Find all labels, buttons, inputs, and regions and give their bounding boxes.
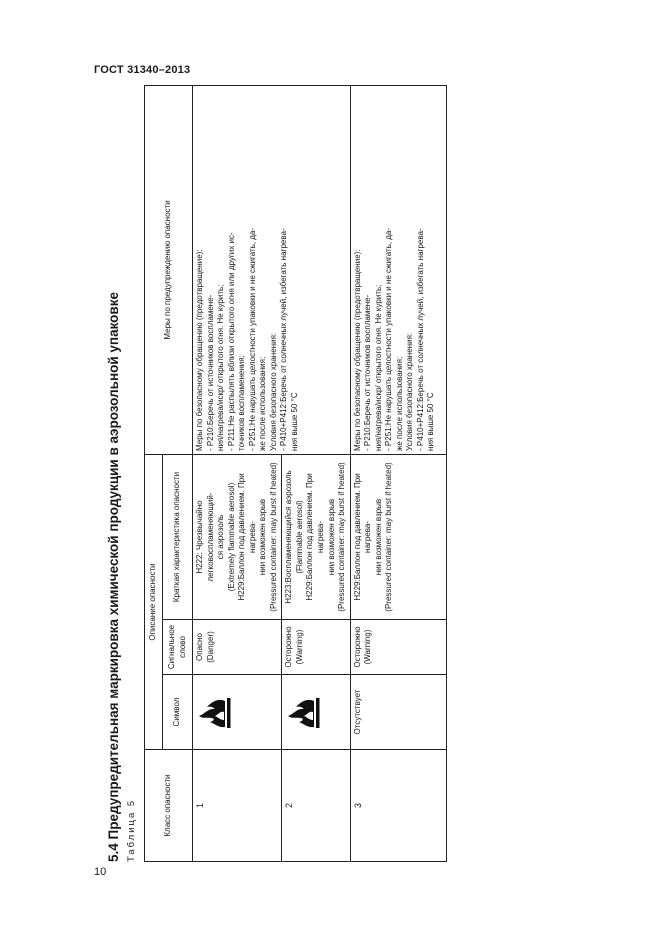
- precaution-measures-cell: Меры по безопасному обращению (предотвращение): - P210:Беречь от источников воспламене- ния/нагрева/искр/ открытого огня. Не курить; - P211:Не распылять вблизи открытого огня или других ис- точников воспламенения; - P251:Не нарушать целостности упаковки и не сжигать, да- же после использования; Условия безопасного хранения: - P410+P412:Беречь от солнечных лучей, избегать нагрева- ния выше 50 °C: [193, 85, 351, 454]
- hazard-table: [144, 85, 447, 862]
- symbol-cell: [193, 675, 282, 750]
- symbol-cell: Отсутствует: [350, 675, 446, 750]
- header-precaution-measures: Меры по предупреждению опасности: [145, 85, 193, 454]
- table-row: [350, 85, 446, 861]
- symbol-cell: [282, 675, 350, 750]
- signal-word-cell: Осторожно (Warning): [350, 620, 446, 675]
- flame-icon: [284, 692, 324, 732]
- hazard-statement-cell: H229:Баллон под давлением. При нагрева- нии возможен взрыв (Pressured container: may burst if heated): [350, 454, 446, 619]
- hazard-class-cell: 1: [193, 750, 282, 862]
- hazard-statement-cell: H222: Чрезвычайно легковоспламеняющий- ся аэрозоль (Extremely flammable aerosol) H229:Баллон под давлением. При нагрева- нии возможен взрыв (Pressured container: may burst if heated): [193, 454, 282, 619]
- header-brief-characteristic: Краткая характеристика опасности: [163, 454, 193, 619]
- signal-word-cell: Осторожно (Warning): [282, 620, 350, 675]
- signal-word-cell: Опасно (Danger): [193, 620, 282, 675]
- precaution-measures-cell: Меры по безопасному обращению (предотвращение): - P210:Беречь от источников воспламене- ния/нагрева/искр/ открытого огня. Не курить; - P251:Не нарушать целостности упаковки и не сжигать, да- же после использования; Условия безопасного хранения: - P410+P412:Беречь от солнечных лучей, избегать нагрева- ния выше 50 °C: [350, 85, 446, 454]
- rotated-page-content: [94, 82, 436, 862]
- hazard-class-cell: 2: [282, 750, 350, 862]
- table-row: [193, 85, 282, 861]
- document-code: ГОСТ 31340–2013: [94, 64, 191, 76]
- page-number: 10: [94, 866, 107, 878]
- header-hazard-description: Описание опасности: [145, 454, 163, 749]
- hazard-class-cell: 3: [350, 750, 446, 862]
- section-title: 5.4 Предупредительная маркировка химической продукции в аэрозольной упаковке: [106, 292, 121, 862]
- flame-icon: [195, 692, 235, 732]
- hazard-statement-cell: H223:Воспламеняющийся аэрозоль (Flammable aerosol) H229:Баллон под давлением. При нагрева- нии возможен взрыв (Pressured container: may burst if heated): [282, 454, 350, 619]
- header-symbol: Символ: [163, 675, 193, 750]
- header-hazard-class: Класс опасности: [145, 750, 193, 862]
- header-signal-word: Сигнальное слово: [163, 620, 193, 675]
- table-caption: Таблица 5: [126, 798, 137, 862]
